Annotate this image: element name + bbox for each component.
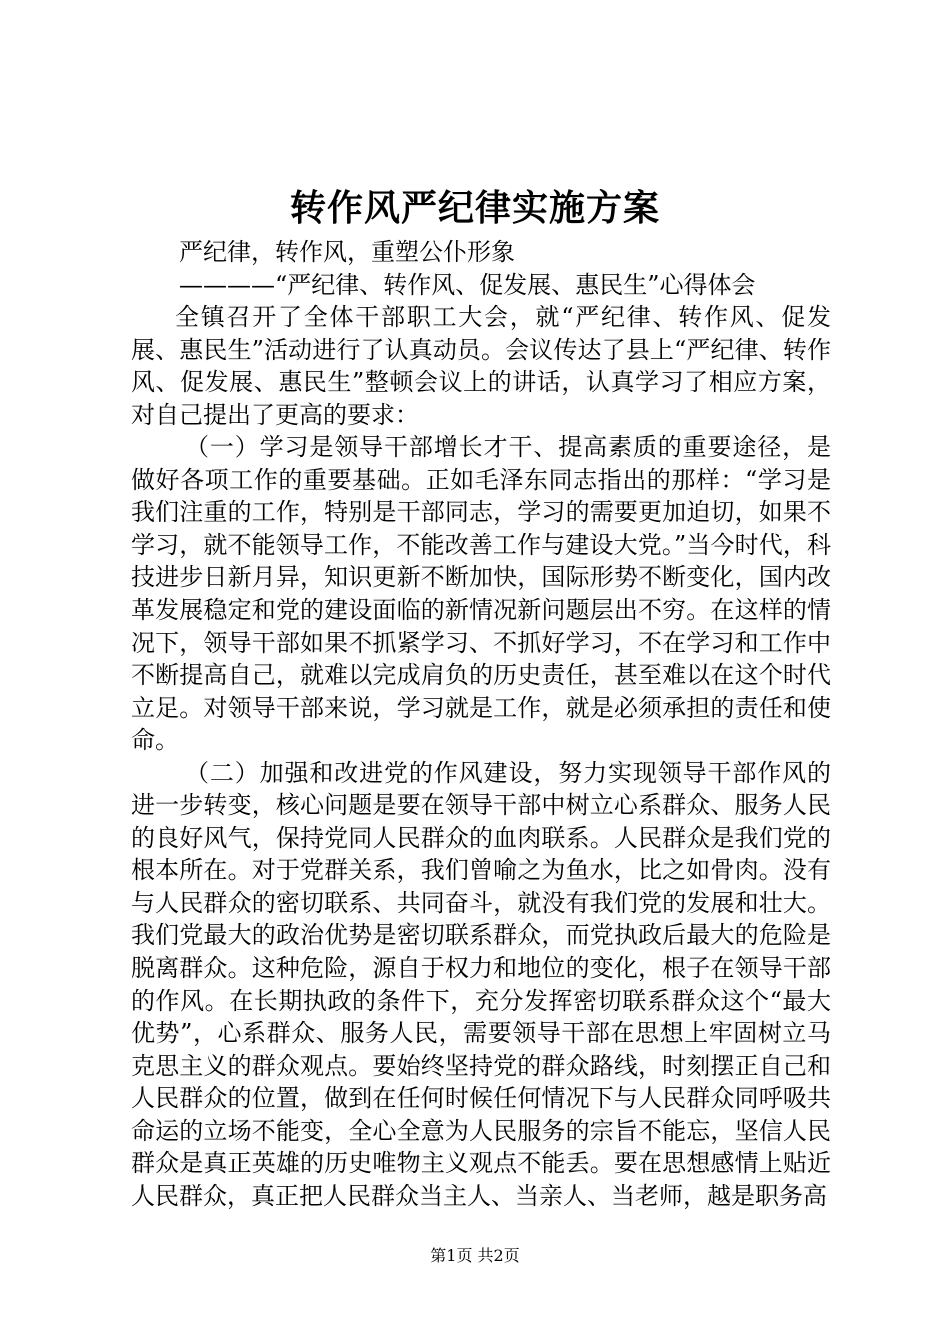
paragraph-intro: 全镇召开了全体干部职工大会，就“严纪律、转作风、促发展、惠民生”活动进行了认真动员。会议传达了县上“严纪律、转作风、促发展、惠民生”整顿会议上的讲话，认真学习了相应方案，对自己提出了更高的要求： (131, 303, 831, 429)
document-body (131, 236, 831, 1212)
page-number-footer: 第1页 共2页 (430, 1246, 520, 1265)
byline: ————“严纪律、转作风、促发展、惠民生”心得体会 (179, 270, 756, 299)
subtitle-line: 严纪律，转作风，重塑公仆形象 (179, 238, 515, 266)
document-title: 转作风严纪律实施方案 (289, 187, 660, 229)
paragraph-section-2: （二）加强和改进党的作风建设，努力实现领导干部作风的进一步转变，核心问题是要在领导干部中树立心系群众、服务人民的良好风气，保持党同人民群众的血肉联系。人民群众是我们党的根本所在。对于党群关系，我们曾喻之为鱼水，比之如骨肉。没有与人民群众的密切联系、共同奋斗，就没有我们党的发展和壮大。我们党最大的政治优势是密切联系群众，而党执政后最大的危险是脱离群众。这种危险，源自于权力和地位的变化，根子在领导干部的作风。在长期执政的条件下，充分发挥密切联系群众这个“最大优势”，心系群众、服务人民，需要领导干部在思想上牢固树立马克思主义的群众观点。要始终坚持党的群众路线，时刻摆正自己和人民群众的位置，做到在任何时候任何情况下与人民群众同呼吸共命运的立场不能变，全心全意为人民服务的宗旨不能忘，坚信人民群众是真正英雄的历史唯物主义观点不能丢。要在思想感情上贴近人民群众，真正把人民群众当主人、当亲人、当老师，越是职务高 (131, 758, 831, 1210)
paragraph-section-1: （一）学习是领导干部增长才干、提高素质的重要途径，是做好各项工作的重要基础。正如毛泽东同志指出的那样：“学习是我们注重的工作，特别是干部同志，学习的需要更加迫切，如果不学习，就不能领导工作，不能改善工作与建设大党。”当今时代，科技进步日新月异，知识更新不断加快，国际形势不断变化，国内改革发展稳定和党的建设面临的新情况新问题层出不穷。在这样的情况下，领导干部如果不抓紧学习、不抓好学习，不在学习和工作中不断提高自己，就难以完成肩负的历史责任，甚至难以在这个时代立足。对领导干部来说，学习就是工作，就是必须承担的责任和使命。 (131, 433, 831, 755)
